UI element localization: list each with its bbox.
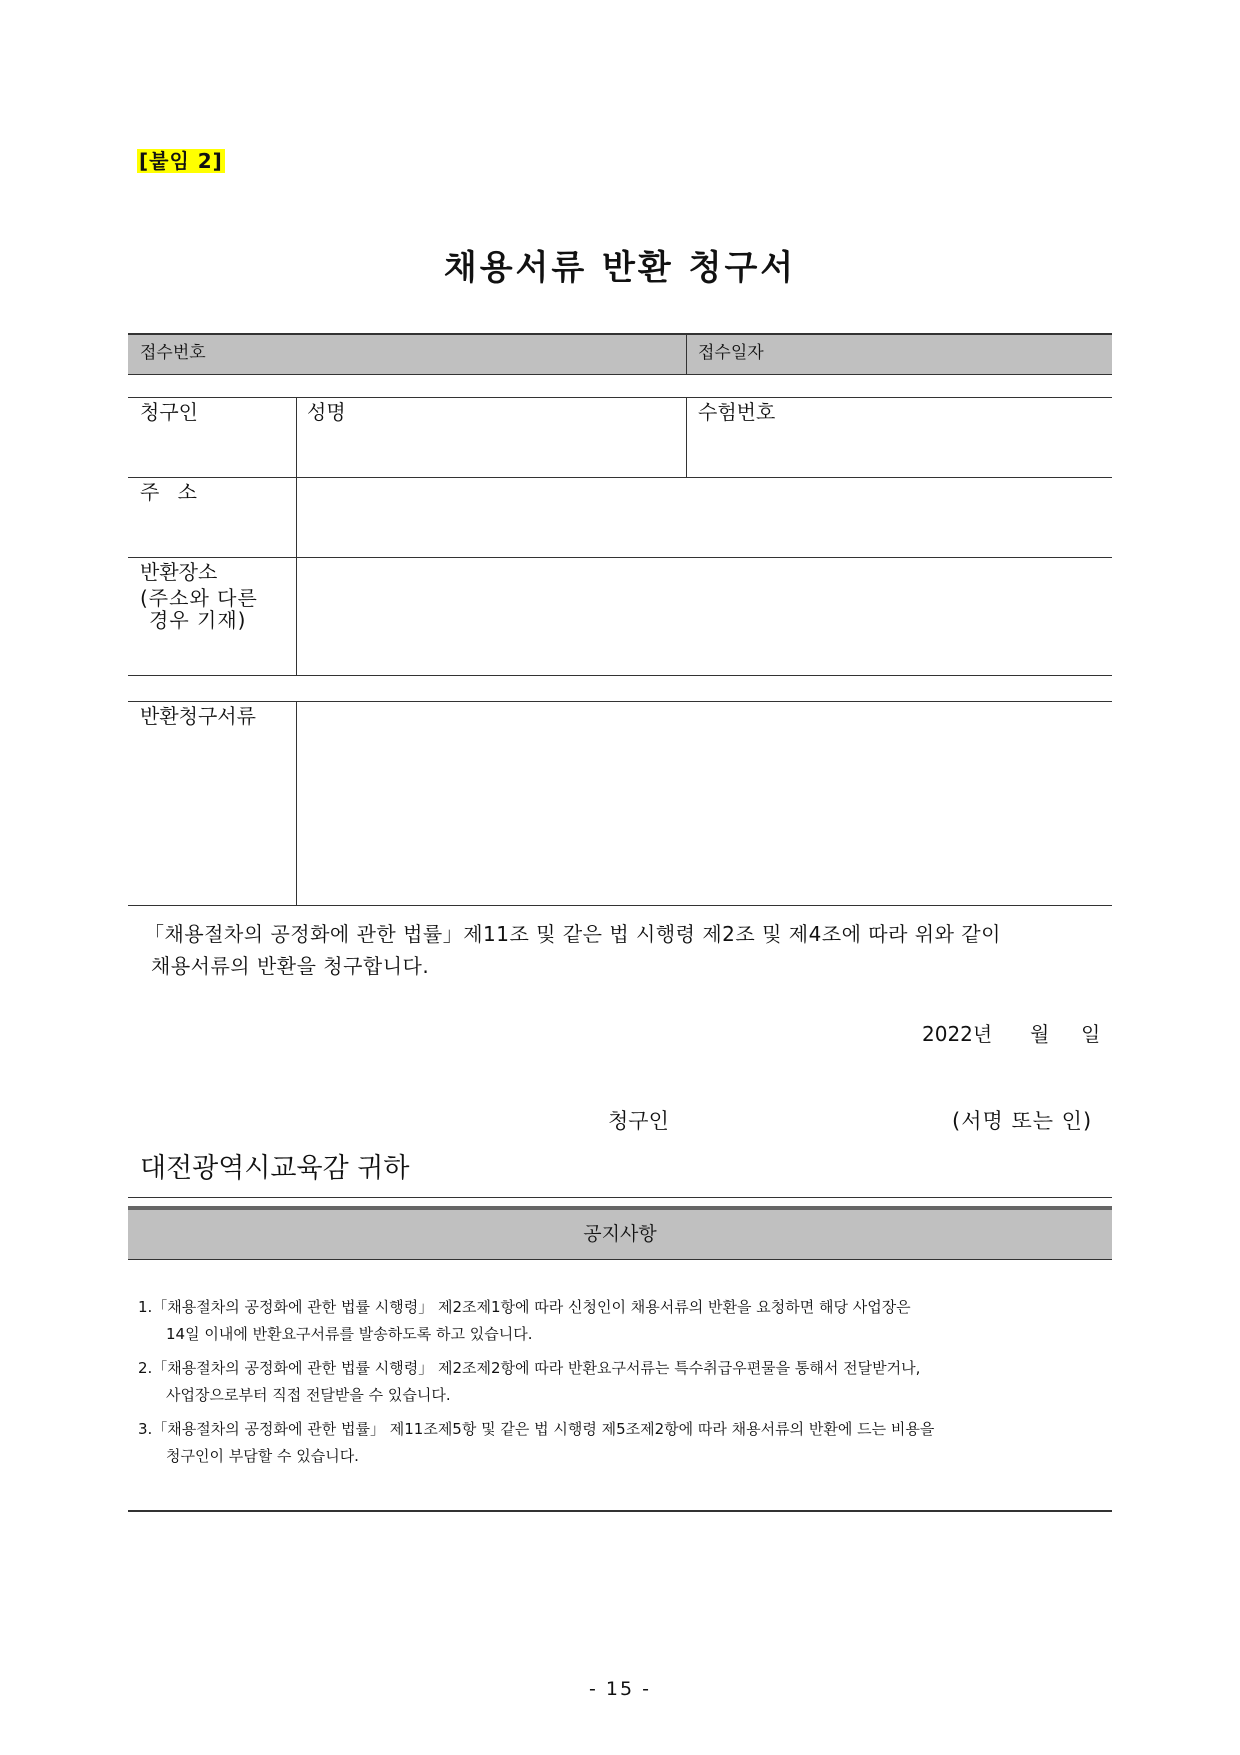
claimant-top-border (128, 397, 1112, 398)
documents-bottom-border (128, 905, 1112, 906)
notice-header-bottom-border (128, 1259, 1112, 1260)
return-place-bottom-border (128, 675, 1112, 676)
name-label: 성명 (307, 400, 346, 424)
addressee: 대전광역시교육감 귀하 (140, 1153, 410, 1184)
name-exam-divider (686, 397, 687, 477)
documents-top-border (128, 701, 1112, 702)
page-number: - 15 - (589, 1678, 651, 1700)
claimant-label: 청구인 (140, 400, 198, 424)
address-label: 주 소 (140, 480, 203, 504)
notice-item-2-line1: 2.「채용절차의 공정화에 관한 법률 시행령」 제2조제2항에 따라 반환요구서류는 특수취급우편물을 통해서 전달받거나, (138, 1359, 921, 1377)
documents-label-divider (296, 701, 297, 905)
address-row-border (128, 557, 1112, 558)
notice-item-3-line1: 3.「채용절차의 공정화에 관한 법률」 제11조제5항 및 같은 법 시행령 제5조제2항에 따라 채용서류의 반환에 드는 비용을 (138, 1420, 935, 1438)
receipt-row-background (128, 334, 1112, 375)
notice-item-3-line2: 청구인이 부담할 수 있습니다. (166, 1447, 359, 1465)
return-place-label-line3: 경우 기재) (149, 608, 247, 632)
date-year: 2022년 (922, 1022, 993, 1046)
receipt-date-label: 접수일자 (698, 343, 764, 363)
claimant-label-divider (296, 397, 297, 675)
receipt-top-border (128, 333, 1112, 335)
notice-item-1-line1: 1.「채용절차의 공정화에 관한 법률 시행령」 제2조제1항에 따라 신청인이 채용서류의 반환을 요청하면 해당 사업장은 (138, 1298, 911, 1316)
statement-line-1: 「채용절차의 공정화에 관한 법률」제11조 및 같은 법 시행령 제2조 및 제4조에 따라 위와 같이 (144, 922, 1001, 946)
notice-header: 공지사항 (583, 1223, 657, 1245)
notice-item-2-line2: 사업장으로부터 직접 전달받을 수 있습니다. (166, 1386, 451, 1404)
attachment-tag: [붙임 2] (139, 149, 223, 173)
receipt-divider (686, 334, 687, 375)
return-place-label-line1: 반환장소 (140, 560, 218, 584)
claimant-row-border (128, 477, 1112, 478)
date-month: 월 (1030, 1022, 1050, 1046)
return-place-label-line2: (주소와 다른 (140, 586, 258, 610)
exam-number-label: 수험번호 (698, 400, 776, 424)
notice-item-1-line2: 14일 이내에 반환요구서류를 발송하도록 하고 있습니다. (166, 1325, 533, 1343)
signature-claimant-label: 청구인 (608, 1109, 669, 1133)
receipt-number-label: 접수번호 (140, 343, 206, 363)
signature-mark: (서명 또는 인) (952, 1109, 1093, 1133)
page-title: 채용서류 반환 청구서 (443, 248, 797, 288)
notice-top-thick-border (128, 1206, 1112, 1210)
date-day: 일 (1081, 1022, 1101, 1046)
statement-line-2: 채용서류의 반환을 청구합니다. (151, 954, 430, 978)
receipt-bottom-border (128, 374, 1112, 375)
notice-bottom-border (128, 1510, 1112, 1512)
notice-top-thin-border (128, 1197, 1112, 1198)
documents-label: 반환청구서류 (140, 704, 256, 728)
